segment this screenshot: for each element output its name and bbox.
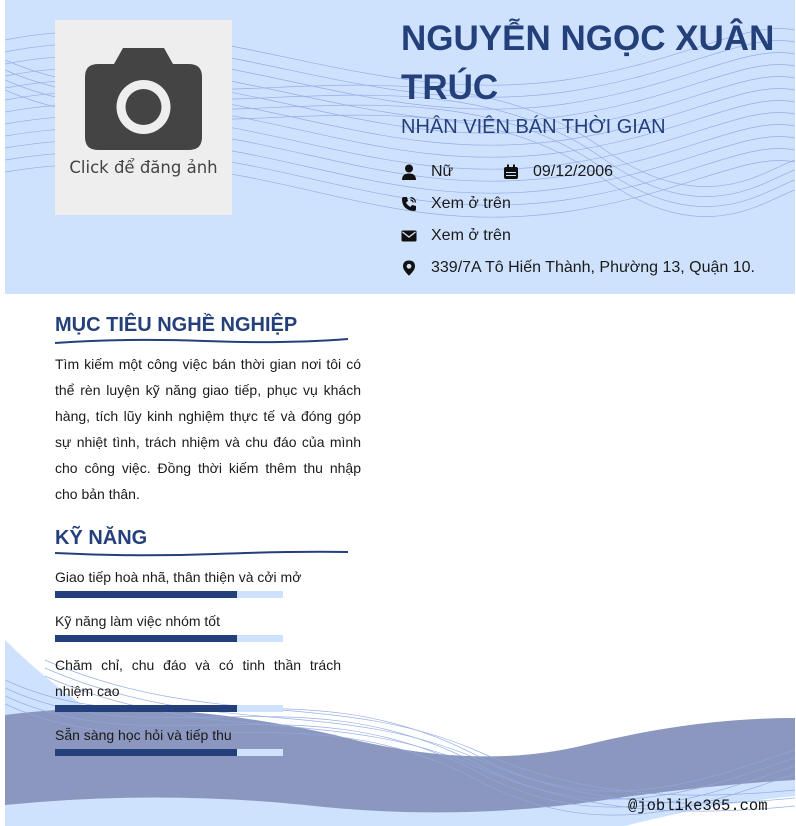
heading-underline bbox=[55, 547, 350, 559]
skill-level-fill bbox=[55, 705, 237, 712]
email-value: Xem ở trên bbox=[431, 227, 511, 244]
gender-row bbox=[401, 162, 501, 182]
skill-level-bar bbox=[55, 705, 283, 712]
photo-upload-placeholder[interactable] bbox=[55, 20, 232, 215]
skill-level-bar bbox=[55, 749, 283, 756]
skill-level-fill bbox=[55, 749, 237, 756]
skill-level-fill bbox=[55, 635, 237, 642]
skill-label: Kỹ năng làm việc nhóm tốt bbox=[55, 613, 220, 629]
objective-heading: MỤC TIÊU NGHỀ NGHIỆP bbox=[55, 314, 298, 336]
gender-value: Nữ bbox=[431, 163, 454, 180]
user-icon bbox=[401, 164, 417, 180]
email-row bbox=[401, 226, 601, 246]
skill-label: Giao tiếp hoà nhã, thân thiện và cởi mở bbox=[55, 569, 302, 585]
birthdate-value: 09/12/2006 bbox=[533, 163, 614, 180]
address-value: 339/7A Tô Hiến Thành, Phường 13, Quận 10. bbox=[431, 259, 755, 276]
phone-icon bbox=[401, 196, 417, 212]
calendar-icon bbox=[503, 164, 519, 180]
photo-upload-caption: Click để đăng ảnh bbox=[69, 158, 218, 177]
watermark: @joblike365.com bbox=[628, 797, 768, 815]
skill-label: Sẵn sàng học hỏi và tiếp thu bbox=[55, 727, 232, 743]
address-row bbox=[401, 258, 781, 278]
objective-text: Tìm kiếm một công việc bán thời gian nơi tôi có thể rèn luyện kỹ năng giao tiếp, phục vụ khách hàng, tích lũy kinh nghiệm thực tế và đóng góp sự nhiệt tình, trách nhiệm và chu đáo của mình cho công việc. Đồng thời kiếm thêm thu nhập cho bản thân. bbox=[55, 356, 361, 502]
skill-level-bar bbox=[55, 635, 283, 642]
camera-icon bbox=[85, 48, 202, 150]
skill-label: Chăm chỉ, chu đáo và có tinh thần trách nhiệm cao bbox=[55, 657, 341, 699]
phone-value: Xem ở trên bbox=[431, 195, 511, 212]
phone-row bbox=[401, 194, 601, 214]
candidate-role: NHÂN VIÊN BÁN THỜI GIAN bbox=[401, 116, 666, 138]
envelope-icon bbox=[401, 228, 417, 244]
heading-underline bbox=[55, 335, 350, 347]
cv-header bbox=[5, 0, 795, 294]
birthdate-row bbox=[503, 162, 643, 182]
candidate-name: NGUYỄN NGỌC XUÂN TRÚC bbox=[401, 19, 775, 107]
skill-level-fill bbox=[55, 591, 237, 598]
location-pin-icon bbox=[401, 260, 417, 276]
cv-page bbox=[5, 0, 795, 826]
skills-heading: KỸ NĂNG bbox=[55, 527, 148, 549]
skill-level-bar bbox=[55, 591, 283, 598]
